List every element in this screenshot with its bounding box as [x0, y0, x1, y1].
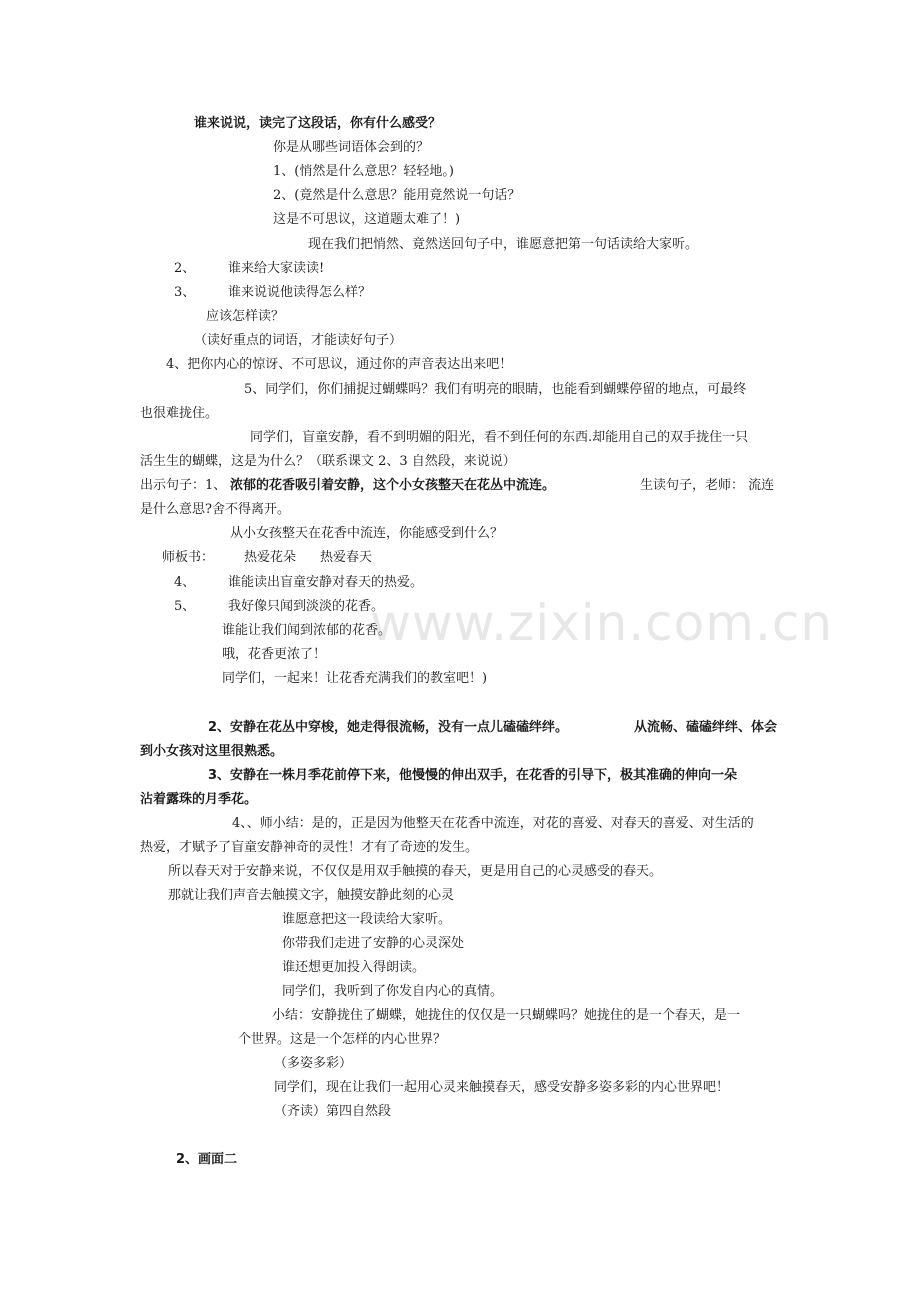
text-line: （齐读）第四自然段 — [274, 1104, 392, 1119]
text-line: 个世界。这是一个怎样的内心世界？ — [238, 1032, 447, 1047]
text-line: 我好像只闻到淡淡的花香。 — [228, 599, 385, 614]
text-line: 谁能读出盲童安静对春天的热爱。 — [228, 575, 424, 590]
section-heading: 2、画面二 — [176, 1152, 238, 1167]
text-line: 同学们，现在让我们一起用心灵来触摸春天，感受安静多姿多彩的内心世界吧！ — [274, 1080, 730, 1095]
text-line: （读好重点的词语，才能读好句子） — [194, 333, 403, 348]
text-line: 也很难拢住。 — [140, 406, 219, 421]
watermark: www.zixin.com.cn — [370, 594, 834, 652]
text-line: 谁来说说他读得怎么样？ — [228, 285, 372, 300]
text-line: 4、、师小结：是的，正是因为他整天在花香中流连，对花的喜爱、对春天的喜爱、对生活的 — [232, 816, 754, 831]
text-line: 出示句子：1、 — [140, 478, 227, 493]
text-line: 4、把你内心的惊讶、不可思议，通过你的声音表达出来吧！ — [166, 357, 513, 372]
text-line: 谁愿意把这一段读给大家听。 — [282, 912, 452, 927]
text-line: 这是不可思议，这道题太难了！) — [273, 212, 461, 227]
text-line: 哦，花香更浓了！ — [222, 647, 327, 662]
text-line: 生读句子，老师： 流连 — [640, 478, 775, 493]
list-number: 4、 — [174, 575, 196, 590]
quoted-sentence: 2、安静在花丛中穿梭，她走得很流畅，没有一点儿磕磕绊绊。 — [208, 720, 569, 735]
text-line: 热爱，才赋予了盲童安静神奇的灵性！才有了奇迹的发生。 — [140, 840, 479, 855]
text-line: 谁能让我们闻到浓郁的花香。 — [222, 623, 392, 638]
text-line: 谁来说说，读完了这段话，你有什么感受？ — [194, 116, 442, 131]
quoted-sentence: 3、安静在一株月季花前停下来，他慢慢的伸出双手，在花香的引导下，极其准确的伸向一朵 — [208, 768, 738, 783]
text-line: 你是从哪些词语体会到的？ — [273, 140, 430, 155]
text-line: 同学们，我听到了你发自内心的真情。 — [282, 984, 504, 999]
text-line: 是什么意思?舍不得离开。 — [140, 502, 290, 517]
text-line: 同学们，盲童安静，看不到明媚的阳光，看不到任何的东西.却能用自己的双手拢住一只 — [250, 430, 749, 445]
board-label: 师板书： — [162, 550, 215, 565]
text-line: 到小女孩对这里很熟悉。 — [140, 744, 284, 759]
text-line: 从小女孩整天在花香中流连，你能感受到什么？ — [230, 526, 504, 541]
text-line: 从流畅、磕磕绊绊、体会 — [634, 720, 778, 735]
board-item: 热爱花朵 — [244, 550, 297, 565]
text-line: （多姿多彩） — [274, 1056, 353, 1071]
text-line: 现在我们把悄然、竟然送回句子中，谁愿意把第一句话读给大家听。 — [308, 237, 699, 252]
text-line: 2、(竟然是什么意思？能用竟然说一句话？ — [273, 188, 521, 203]
board-item: 热爱春天 — [320, 550, 373, 565]
text-line: 1、(悄然是什么意思？轻轻地。) — [273, 164, 454, 179]
text-line: 活生生的蝴蝶，这是为什么？（联系课文 2、3 自然段，来说说） — [140, 454, 516, 469]
text-line: 谁来给大家读读! — [228, 261, 325, 276]
text-line: 应该怎样读？ — [206, 309, 285, 324]
text-line: 谁还想更加投入得朗读。 — [282, 960, 426, 975]
quoted-sentence: 浓郁的花香吸引着安静，这个小女孩整天在花丛中流连。 — [230, 478, 556, 493]
text-line: 沾着露珠的月季花。 — [140, 792, 258, 807]
text-line: 5、同学们，你们捕捉过蝴蝶吗？我们有明亮的眼睛，也能看到蝴蝶停留的地点，可最终 — [244, 382, 747, 397]
text-line: 那就让我们声音去触摸文字，触摸安静此刻的心灵 — [168, 888, 455, 903]
text-line: 你带我们走进了安静的心灵深处 — [282, 936, 465, 951]
list-number: 5、 — [174, 599, 196, 614]
text-line: 同学们，一起来！让花香充满我们的教室吧！) — [222, 671, 488, 686]
list-number: 3、 — [174, 285, 196, 300]
list-number: 2、 — [174, 261, 196, 276]
text-line: 小结：安静拢住了蝴蝶，她拢住的仅仅是一只蝴蝶吗？她拢住的是一个春天，是一 — [272, 1008, 741, 1023]
text-line: 所以春天对于安静来说，不仅仅是用双手触摸的春天，更是用自己的心灵感受的春天。 — [168, 864, 663, 879]
